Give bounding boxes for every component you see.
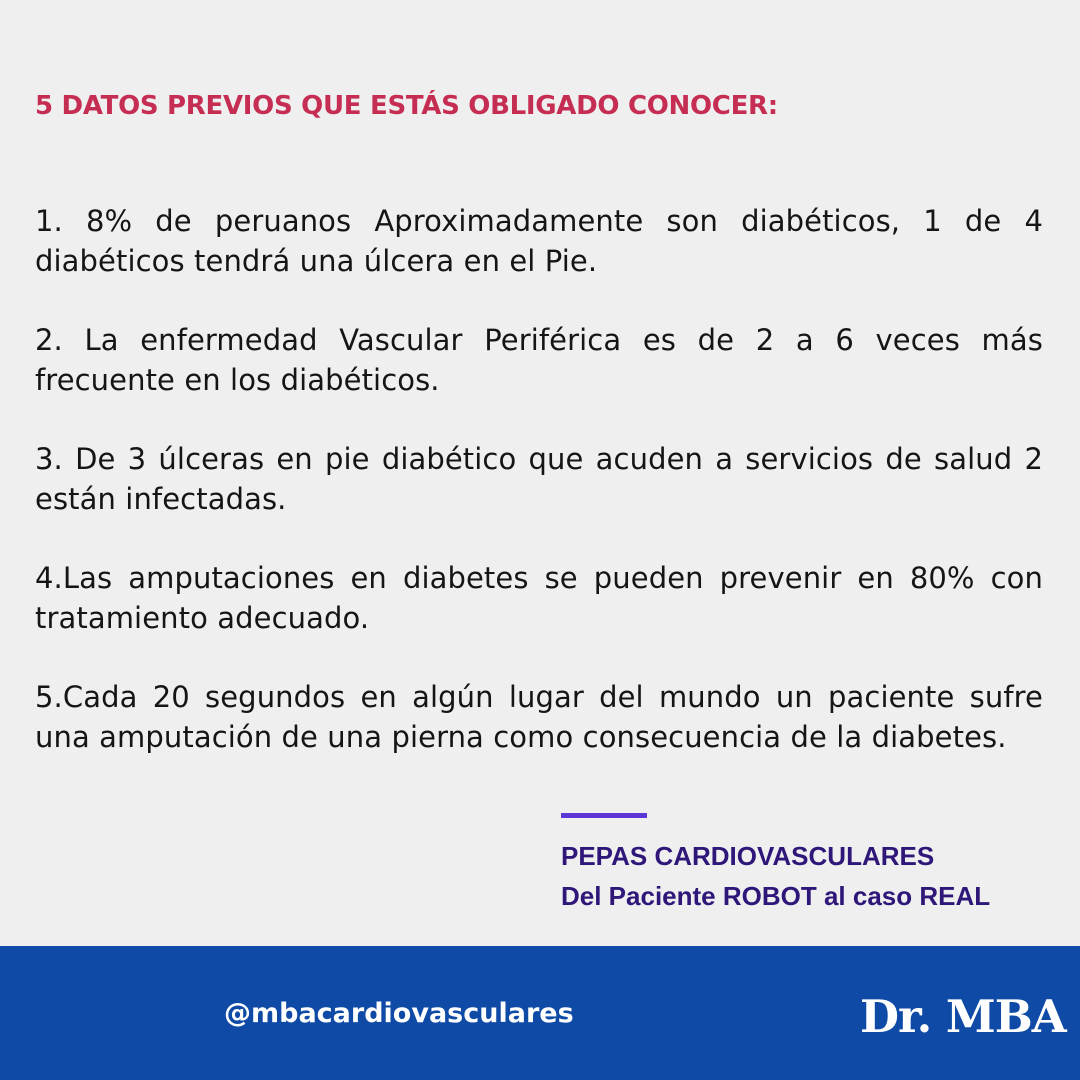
- heading: 5 DATOS PREVIOS QUE ESTÁS OBLIGADO CONOCER:: [35, 91, 778, 121]
- brand-logo: Dr. MBA: [860, 990, 1066, 1043]
- fact-item-5: 5.Cada 20 segundos en algún lugar del mundo un paciente sufre una amputación de una pierna como consecuencia de la diabetes.: [35, 680, 1043, 754]
- social-handle: @mbacardiovasculares: [224, 998, 574, 1029]
- fact-item-2: 2. La enfermedad Vascular Periférica es de 2 a 6 veces más frecuente en los diabéticos.: [35, 323, 1043, 397]
- brand-title: PEPAS CARDIOVASCULARES: [561, 841, 935, 871]
- brand-block: [561, 836, 990, 916]
- fact-item-4: 4.Las amputaciones en diabetes se pueden prevenir en 80% con tratamiento adecuado.: [35, 561, 1043, 635]
- brand-subtitle: Del Paciente ROBOT al caso REAL: [561, 881, 991, 911]
- footer-band: [0, 946, 1080, 1080]
- fact-item-1: 1. 8% de peruanos Aproximadamente son diabéticos, 1 de 4 diabéticos tendrá una úlcera en el Pie.: [35, 204, 1043, 278]
- fact-item-3: 3. De 3 úlceras en pie diabético que acuden a servicios de salud 2 están infectadas.: [35, 442, 1043, 516]
- facts-list: [35, 201, 1043, 796]
- accent-divider: [561, 813, 647, 818]
